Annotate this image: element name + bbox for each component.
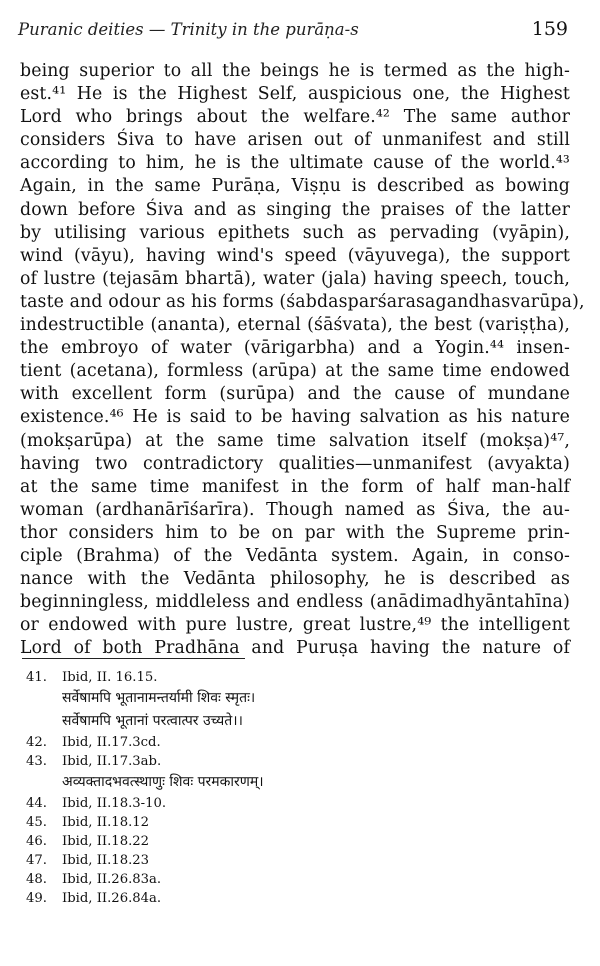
body-line: being superior to all the beings he is termed as the high- <box>20 61 570 81</box>
body-line: by utilising various epithets such as pervading (vyāpin), <box>20 222 570 243</box>
sanskrit-verse-line: सर्वेषामपि भूतानामन्तर्यामी शिवः स्मृतः। <box>62 690 256 706</box>
body-line: indestructible (ananta), eternal (śāśvata), the best (variṣṭha), <box>20 315 570 336</box>
footnote-43 <box>26 752 566 794</box>
sanskrit-verse-line: अव्यक्तादभवत्स्थाणुः शिवः परमकारणम्। <box>62 774 264 790</box>
footnote-48 <box>26 870 566 889</box>
footnote-number: 45. <box>26 815 47 830</box>
footnote-number: 48. <box>26 872 47 887</box>
body-line: according to him, he is the ultimate cause of the world.⁴³ <box>20 153 570 174</box>
footnote-reference: Ibid, II.18.22 <box>62 834 150 849</box>
body-line: thor considers him to be on par with the Supreme prin- <box>20 522 570 543</box>
footnote-reference: Ibid, II.26.84a. <box>62 891 162 906</box>
body-line: or endowed with pure lustre, great lustre,⁴⁹ the intelligent <box>20 615 570 636</box>
body-line: taste and odour as his forms (śabdasparśarasagandhasvarūpa), <box>20 291 585 312</box>
page-header <box>18 16 568 46</box>
footnote-number: 46. <box>26 834 47 849</box>
footnote-reference: Ibid, II. 16.15. <box>62 670 158 685</box>
body-text <box>20 60 585 660</box>
footnote-41 <box>26 668 566 733</box>
body-line: est.⁴¹ He is the Highest Self, auspicious one, the Highest <box>20 84 570 105</box>
footnote-reference: Ibid, II.17.3cd. <box>62 735 161 750</box>
footnote-number: 49. <box>26 891 47 906</box>
body-line: the embroyo of water (vārigarbha) and a Yogin.⁴⁴ insen- <box>20 338 570 359</box>
running-head: Puranic deities — Trinity in the purāṇa-s <box>18 20 359 39</box>
footnote-number: 44. <box>26 796 47 811</box>
footnote-number: 41. <box>26 670 47 685</box>
footnote-number: 47. <box>26 853 47 868</box>
body-line: Again, in the same Purāṇa, Viṣṇu is described as bowing <box>20 176 570 197</box>
body-line: having two contradictory qualities—unmanifest (avyakta) <box>20 453 570 474</box>
body-line: with excellent form (surūpa) and the cause of mundane <box>20 384 570 405</box>
body-line: Lord of both Pradhāna and Puruṣa having the nature of <box>20 638 570 659</box>
body-line: tient (acetana), formless (arūpa) at the same time endowed <box>20 361 570 382</box>
footnote-rule <box>22 658 245 659</box>
body-line: ciple (Brahma) of the Vedānta system. Again, in conso- <box>20 545 570 566</box>
body-line: at the same time manifest in the form of half man-half <box>20 476 570 497</box>
footnote-44 <box>26 794 566 813</box>
footnote-reference: Ibid, II.18.3-10. <box>62 796 167 811</box>
footnote-reference: Ibid, II.18.23 <box>62 853 150 868</box>
footnotes <box>26 668 566 908</box>
footnote-42 <box>26 733 566 752</box>
body-line: considers Śiva to have arisen out of unmanifest and still <box>20 130 570 151</box>
footnote-46 <box>26 832 566 851</box>
body-line: beginningless, middleless and endless (anādimadhyāntahīna) <box>20 592 570 613</box>
page-number: 159 <box>531 18 568 40</box>
footnote-49 <box>26 889 566 908</box>
footnote-45 <box>26 813 566 832</box>
sanskrit-verse-line: सर्वेषामपि भूतानां परत्वात्पर उच्यते।। <box>62 713 243 729</box>
body-line: existence.⁴⁶ He is said to be having salvation as his nature <box>20 407 570 428</box>
footnote-47 <box>26 851 566 870</box>
body-line: down before Śiva and as singing the praises of the latter <box>20 199 570 220</box>
footnote-reference: Ibid, II.17.3ab. <box>62 754 162 769</box>
footnote-reference: Ibid, II.18.12 <box>62 815 150 830</box>
body-line: of lustre (tejasām bhartā), water (jala) having speech, touch, <box>20 268 570 289</box>
body-line: Lord who brings about the welfare.⁴² The same author <box>20 107 570 128</box>
footnote-reference: Ibid, II.26.83a. <box>62 872 162 887</box>
footnote-number: 43. <box>26 754 47 769</box>
footnote-number: 42. <box>26 735 47 750</box>
body-line: nance with the Vedānta philosophy, he is described as <box>20 569 570 590</box>
body-line: woman (ardhanārīśarīra). Though named as Śiva, the au- <box>20 499 570 520</box>
body-line: (mokṣarūpa) at the same time salvation itself (mokṣa)⁴⁷, <box>20 430 570 451</box>
body-line: wind (vāyu), having wind's speed (vāyuvega), the support <box>20 245 570 266</box>
